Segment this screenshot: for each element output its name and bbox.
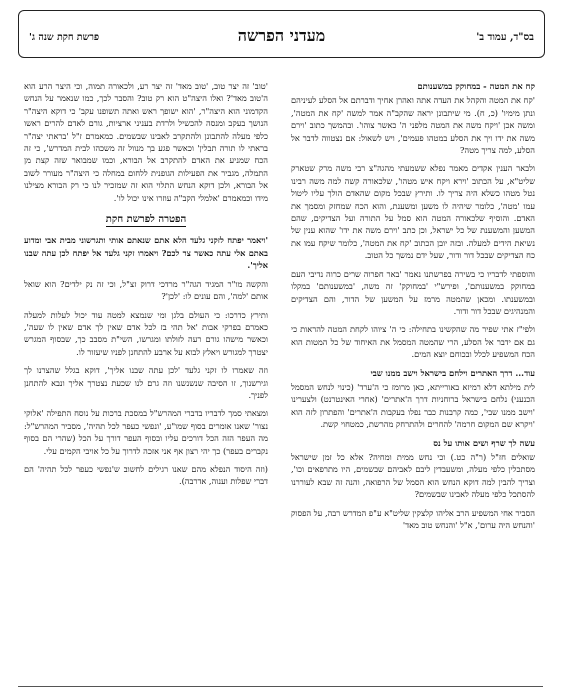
- paragraph: (וזה היסוד הנפלא מהם שאנו רגילים לחשוב ש'נפשי כעפר לכל תהיה' הם דברי שפלות וענוה, אדרבה).: [24, 463, 268, 487]
- right-column: [291, 80, 535, 537]
- paragraph: ומצאתי סמך לדבריו בדברי המהרש"ל במסכת ברכות על נוסח התפילה 'אלוקי נצור' שאנו אומרים בסוף שמו"ע, 'ונפשי כעפר לכל תהיה', מסביר המהרש"ל: מה העפר הזה הכל דורכים עליו ובסוף העפר דורך על הכל (שהרי הם בסוף נקברים בעפר) כך יהי רצון אף אני אזכה לדרוך על כל אויבי הקמים עלי.: [24, 408, 268, 456]
- section-heading: קח את המטה - במחוקק במשענותם: [417, 81, 535, 91]
- page-number-label: בס"ד, עמוד ב': [476, 32, 534, 43]
- paragraph: 'ויאמר יפתח לזקני גלעד הלא אתם שנאתם אותי ותגרשוני מבית אבי ומדוע באתם אלי עתה כאשר צר לכם? ויאמרו זקני גלעד אל יפתח לכן עתה שבנו אליך'.: [24, 235, 268, 271]
- paragraph: ולפי"ז אתי שפיר מה שהקשינו בתחילה: כי ה' ציוהו לקחת המטה להראות כי גם אם ידבר אל הסלע, הרי שהמטה המסמל את האיחוד של כל המטות הוא הכח המשפיע לכלל ובכוחם יוצא המים.: [291, 324, 535, 360]
- publication-title: מעדני הפרשה: [237, 26, 326, 45]
- page-header: [18, 10, 545, 58]
- paragraph: והקשה מו"ר המגיד הגה"ר מרדכי דרוק זצ"ל, וכי זה נק ילדים? הוא שואל אותם 'למה', והם עונים לו: 'לכן'?: [24, 278, 268, 302]
- paragraph: ולבאר הענין אקדים מאמר נפלא ששמעתי מהגה"צ רבי משה מרק שטארק שליט"א, על הכתוב 'וירא ויקח איש מטהו', שלכאורה קשה למה משה רבינו נטל מטהו כשלא היה צריך לו. ותירץ שבכל מקום שהאדם הולך עליו ליטול עמו 'מטה', כלומר שיהיה לו משען ומשענת, והוא הכח שמחזק ומסמך את האדם. והוסיף שלכאורה המטה הוא סמל על התורה ועל הצדיקים, שהם המשען והמשענת של כל ישראל, וכן כתב 'וירם משה את ידו' שהוא ענין של נשיאת הידים למעלה. ובזה יובן הכתוב 'קח את המטה', כלומר שיקח עמו את כח הצדיקים שבכל דור ודור, שעל ידם נמשך כל הטוב.: [291, 163, 535, 261]
- parsha-label: פרשת חקת שנה ג': [29, 32, 100, 43]
- section-heading: עוד... דרך האתרים וילחם בישראל וישב ממנו שבי: [370, 367, 535, 378]
- haftarah-heading: [24, 214, 268, 226]
- paragraph: הסביר אחי המשפיע הרב אליהו קלצקין שליט"א ע"פ המדרש רבה, על הפסוק 'והנחש היה ערום', א"ל 'והנחש טוב מאד': [291, 507, 535, 530]
- paragraph: והוספתי לדבריו כי בשירה בפרשתנו נאמר 'באר חפרוה שרים כרוה נדיבי העם במחוקק במשענותם', ופירש"י 'במחוקק' זה משה, 'במשענותם' במקלו ובמשענתו. ומכאן שהמטה מרמז על המשען של הדור, והם הצדיקים והמנהיגים שבכל דור ודור.: [291, 268, 535, 316]
- paragraph: לית מילתא דלא רמיזא באורייתא, כאן מרומז כי ה'ערד' (כינוי לנחש המסמל הכנעני) נלחם בישראל ברוחניות דרך ה'אתרים' (אחרי האינטרנט) ולצערינו 'וישב ממנו שבי', כמה קרבנות כבר נפלו בעקבות ה'אתרים' והפתרון לזה הוא 'ויקרא שם המקום חרמה' להחרים ולהתרחק מהרשת, כמטחוי קשת.: [291, 381, 535, 430]
- haftarah-heading-text: הפטרה לפרשת חקת: [105, 214, 187, 226]
- paragraph: וזה שאמרו לו זקני גלעד 'לכן עתה שבנו אליך', דוקא בגלל שהצרנו לך וגירשנוך, זו הסיבה שנשנשנו וזה גרם לנו שכעת נצטרך אליך ונבא להתחנן לפניך.: [24, 365, 268, 400]
- paragraph: 'טוב' זה יצר טוב, 'טוב מאד' זה יצר רע, ולכאורה תמוה, וכי היצר הרע הוא ה'טוב מאד'? ואלו היצה"ט הוא רק טוב? והסבר לכך, כמו שנאמר על הנחש הקדמוני הוא היצה"ר, 'הוא ישופך ראש ואתה תשופנו עקב' כי דוקא היצה"ר הנושך בעקב ומנסה להכשיל ולרדת בעניני ארציות, גורם לאדם להרים ראשו כלפי מעלה להתבונן ולהתקרב לאבינו שבשמים. כמאמרם ז"ל 'בראתי יצה"ר בראתי לו תורה תבלין' וכאשר פגע בך מנוול זה משכהו לבית המדרש', כי זה הכח שמניע את האדם להתקרב אל הבורא, וכמו שמבואר שזה קצת מן התמלה, מגביר את הפעילות הגופנית ללחום במחלה כי היצה"ר מעורר לשוב אל הבורא, ולכן דוקא הנחש התלוי הוא זה שמזכיר לנו כי רק הבורא מצילנו מידו וכמאמרם 'אלמלי הקב"ה עוזרו אינו יכול לו'.: [24, 81, 268, 203]
- paragraph: 'קח את המטה והקהל את העדה אתה ואהרן אחיך ודברתם אל הסלע לעיניהם ונתן מימיו' (כ, ח). מי שיתבונן יראה שהקב"ה אמר למשה 'קח את המטה', ומשה אכן 'ויקח משה את המטה מלפני ה' כאשר צוהו'. ובהמשך כתוב 'וירם משה את ידו ויך את הסלע במטהו פעמים', ויש לשאול: אם נצטווה לדבר אל הסלע, למה צריך מטה?: [291, 95, 535, 156]
- section-heading: עשה לך שרף ושים אותו על נס: [433, 437, 535, 448]
- left-column: [24, 80, 268, 494]
- paragraph: שואלים חז"ל (ר"ה כט.) וכי נחש ממית ומחיה? אלא כל זמן שישראל מסתכלין כלפי מעלה, ומשעבדין ליבם לאביהם שבשמים, היו מתרפאים וכו', וצריך להבין למה דוקא הנחש הוא הסמל של הרפואה, והנה זה שבא לעוררנו להסתכל כלפי מעלה לאבינו שבשמים?: [291, 451, 535, 500]
- footer-divider: [18, 686, 543, 687]
- paragraph: ותירץ כדרכו: כי העולם בלגן ומי שנמצא למטה עוד יכול לעלות למעלה כאמרם בפרקי אבות 'אל תהי בז לכל אדם שאין לך אדם שאין לו שעה', וכאשר מישהו גורם רעה לזולתו ומגרשו, השי"ת מסבב כך, שבסוף המגרש יצטרך למגורש ויאלץ לבוא על ארבע להתחנן לפניו שיעזור לו.: [24, 309, 268, 357]
